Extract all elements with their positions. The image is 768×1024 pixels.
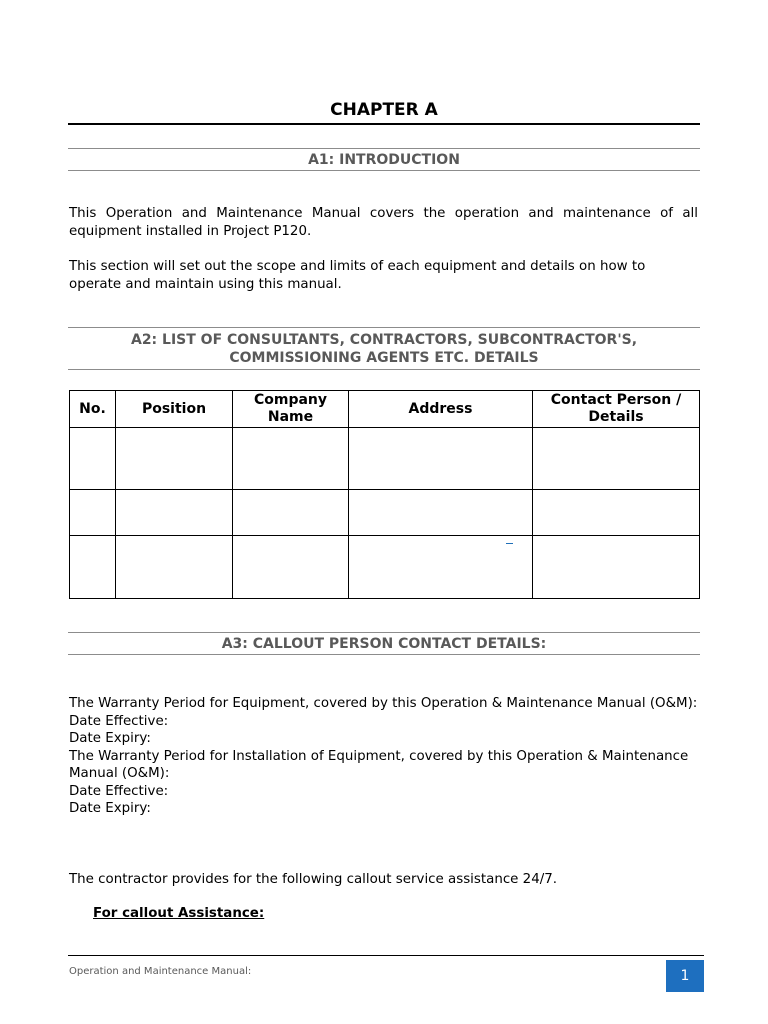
header-no: No. (70, 391, 116, 428)
section-a1-heading-text: A1: INTRODUCTION (308, 151, 460, 168)
section-a2-heading (68, 327, 700, 370)
table-cell[interactable] (349, 490, 533, 536)
warranty-equipment-line: The Warranty Period for Equipment, covered by this Operation & Maintenance Manual (O&M): (69, 696, 698, 711)
table-row (70, 428, 700, 490)
table-cell[interactable] (116, 536, 233, 599)
table-cell[interactable] (233, 490, 349, 536)
table-cell[interactable] (533, 428, 700, 490)
table-cell[interactable] (349, 428, 533, 490)
footer-title: Operation and Maintenance Manual: (69, 966, 252, 977)
footer-divider (68, 955, 704, 956)
intro-paragraph-2-text: This section will set out the scope and limits of each equipment and details on how to operate and maintain using this manual. (69, 259, 646, 292)
intro-paragraph-1-text: This Operation and Maintenance Manual covers the operation and maintenance of all equipment installed in Project P120. (69, 206, 698, 239)
table-cell[interactable] (349, 536, 533, 599)
callout-service-sentence: The contractor provides for the following callout service assistance 24/7. (69, 872, 558, 887)
callout-service-text (69, 871, 698, 889)
table-cell[interactable] (533, 490, 700, 536)
section-a3-heading (68, 632, 700, 655)
chapter-title: CHAPTER A (330, 100, 438, 120)
intro-paragraph-1 (69, 205, 698, 240)
section-a2-heading-line-1: A2: LIST OF CONSULTANTS, CONTRACTORS, SUBCONTRACTOR'S, (130, 331, 638, 348)
section-a3-heading-text: A3: CALLOUT PERSON CONTACT DETAILS: (221, 635, 547, 652)
equipment-date-effective: Date Effective: (69, 713, 169, 729)
table-cell[interactable] (70, 428, 116, 490)
page-number: 1 (680, 968, 690, 984)
header-position: Position (116, 391, 233, 428)
intro-paragraph-2 (69, 258, 698, 293)
table-row (70, 536, 700, 599)
table-header-row (70, 391, 700, 428)
table-cell[interactable] (70, 536, 116, 599)
table-cell[interactable] (116, 428, 233, 490)
installation-date-effective: Date Effective: (69, 783, 169, 799)
section-a2-heading-line-2: COMMISSIONING AGENTS ETC. DETAILS (229, 349, 539, 366)
equipment-date-expiry: Date Expiry: (69, 731, 151, 746)
callout-assistance-heading: For callout Assistance: (93, 906, 265, 921)
table-row (70, 490, 700, 536)
table-cell[interactable] (233, 536, 349, 599)
header-address: Address (349, 391, 533, 428)
warranty-details (69, 695, 698, 818)
header-company-name: Company Name (233, 391, 349, 428)
page-number-badge (666, 960, 704, 992)
text-cursor-mark (506, 543, 513, 544)
table-cell[interactable] (70, 490, 116, 536)
section-a1-heading (68, 148, 700, 171)
table-cell[interactable] (533, 536, 700, 599)
consultants-table (69, 390, 700, 599)
installation-date-expiry: Date Expiry: (69, 801, 151, 816)
warranty-installation-line: The Warranty Period for Installation of Equipment, covered by this Operation & Maintenance Manual (O&M): (69, 748, 689, 781)
header-contact-person: Contact Person / Details (533, 391, 700, 428)
table-cell[interactable] (116, 490, 233, 536)
chapter-divider (68, 123, 700, 125)
table-cell[interactable] (233, 428, 349, 490)
